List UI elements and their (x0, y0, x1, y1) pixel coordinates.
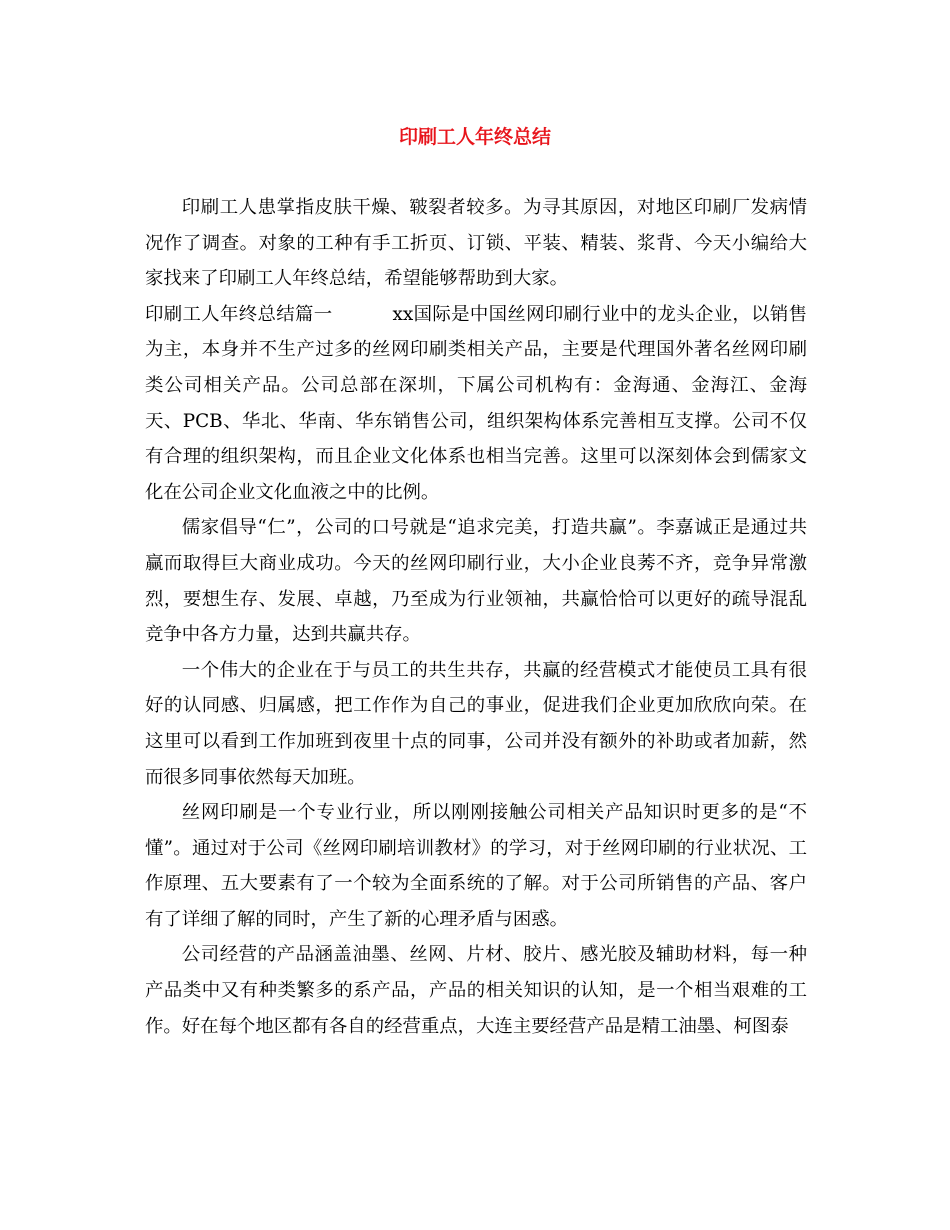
section-heading: 印刷工人年终总结篇一 (145, 303, 333, 325)
paragraph-section-one (145, 297, 807, 511)
paragraph-intro: 印刷工人患掌指皮肤干燥、皲裂者较多。为寻其原因，对地区印刷厂发病情况作了调查。对象的工种有手工折页、订锁、平装、精装、浆背、今天小编给大家找来了印刷工人年终总结，希望能够帮助到大家。 (145, 197, 807, 290)
document-title: 印刷工人年终总结 (398, 126, 551, 148)
paragraph-screen-printing: 丝网印刷是一个专业行业，所以刚刚接触公司相关产品知识时更多的是“不懂”。通过对于公司《丝网印刷培训教材》的学习，对于丝网印刷的行业状况、工作原理、五大要素有了一个较为全面系统的了解。对于公司所销售的产品、客户有了详细了解的同时，产生了新的心理矛盾与困惑。 (145, 802, 807, 930)
paragraph-confucian: 儒家倡导“仁”，公司的口号就是“追求完美，打造共赢”。李嘉诚正是通过共赢而取得巨大商业成功。今天的丝网印刷行业，大小企业良莠不齐，竞争异常激烈，要想生存、发展、卓越，乃至成为行业领袖，共赢恰恰可以更好的疏导混乱竞争中各方力量，达到共赢共存。 (145, 517, 807, 646)
paragraph-products: 公司经营的产品涵盖油墨、丝网、片材、胶片、感光胶及辅助材料，每一种产品类中又有种类繁多的系产品，产品的相关知识的认知，是一个相当艰难的工作。好在每个地区都有各自的经营重点，大连主要经营产品是精工油墨、柯图泰 (145, 944, 807, 1037)
document-body (145, 190, 807, 1044)
section-one-text: xx国际是中国丝网印刷行业中的龙头企业，以销售为主，本身并不生产过多的丝网印刷类相关产品，主要是代理国外著名丝网印刷类公司相关产品。公司总部在深圳，下属公司机构有：金海通、金海江、金海天、PCB、华北、华南、华东销售公司，组织架构体系完善相互支撑。公司不仅有合理的组织架构，而且企业文化体系也相当完善。这里可以深刻体会到儒家文化在公司企业文化血液之中的比例。 (145, 303, 807, 503)
paragraph-enterprise: 一个伟大的企业在于与员工的共生共存，共赢的经营模式才能使员工具有很好的认同感、归属感，把工作作为自己的事业，促进我们企业更加欣欣向荣。在这里可以看到工作加班到夜里十点的同事，公司并没有额外的补助或者加薪，然而很多同事依然每天加班。 (145, 659, 807, 788)
